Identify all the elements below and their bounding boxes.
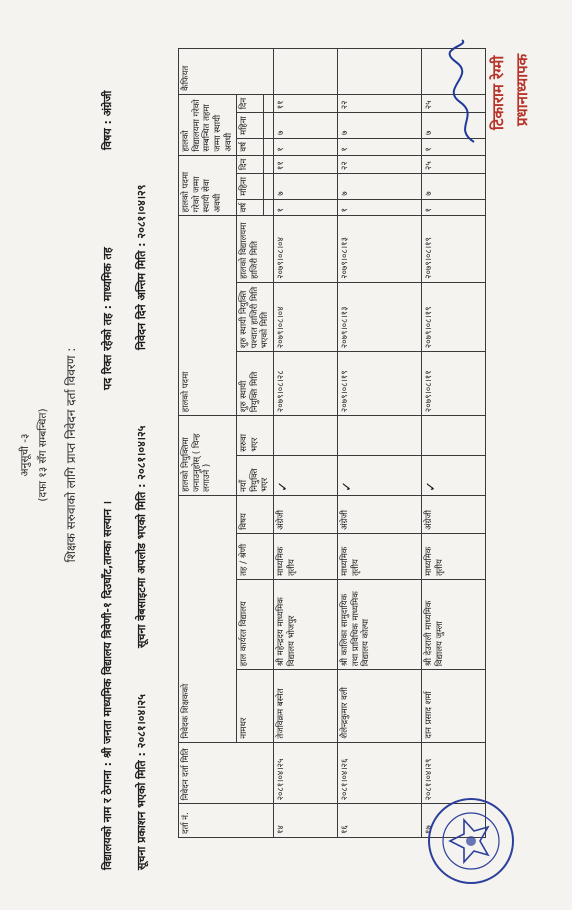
cell-school-day: २२ [338,94,422,112]
col-header-day: दिन [237,155,264,173]
cell-first-transfer: २०७९।०८।१९ [422,282,486,351]
cell-service-month: ७ [274,174,338,200]
cell-service-year: १ [338,199,422,216]
col-header-subject: विषय [237,495,274,533]
subject-line: विषय : अंग्रेजी [101,90,114,150]
cell-service-month: ७ [422,174,486,200]
cell-new-check: ✓ [338,455,422,495]
col-header-service: हालको पदमा गरेको जम्मा स्थायी सेवा अवधी [179,155,237,216]
col-header-month: महिना [237,113,264,139]
cell-school-year: १ [274,138,338,155]
cell-sn: १४ [274,804,338,838]
school-stamp [426,796,516,886]
cell-transfer [422,416,486,456]
cell-current-school: २०७९।०८।०४ [274,216,338,282]
cell-date: २०८१।०४।२६ [338,742,422,804]
doc-title: शिक्षक सरुवाको लागि प्राप्त निवेदन दर्ता विवरण : [64,347,78,563]
cell-sn: १७ [422,804,486,838]
school-line: विद्यालयको नाम र ठेगाना : श्री जनता माध्यमिक विद्यालय त्रिवेणी-१ दिउघाँट,ताम्का सल्यान । [101,501,114,870]
signature-scribble [446,36,486,146]
cell-new-check: ✓ [422,455,486,495]
cell-current-school: २०७९।०८।१९ [422,216,486,282]
cell-level: माध्यमिक तृतीय [422,533,486,579]
col-header-applicant: निवेदक शिक्षकको [179,495,237,742]
col-header-school: हाल कार्यरत विद्यालय [237,579,274,669]
cell-service-day: २२ [338,155,422,173]
signatory-name: टिकाराम रेग्मी [489,55,507,130]
cell-school: श्री देउराली माध्यमिक विद्यालय जुम्ला [422,579,486,669]
cell-transfer [274,416,338,456]
col-header-current-school: हालको विद्यालयमा हाजिरी मिति [237,216,274,282]
level-line: पद रिक्त रहेको तह : माध्यमिक तह [101,247,114,390]
cell-service-month: ७ [338,174,422,200]
cell-name: शैलेन्द्रकुमार वली [338,670,422,742]
cell-school-day: ११ [274,94,338,112]
cell-school: श्री महेन्द्रदय माध्यमिक विद्यालय भोजपुर [274,579,338,669]
cell-school-month: ७ [422,113,486,139]
cell-school-month: ७ [274,113,338,139]
cell-level: माध्यमिक तृतीय [274,533,338,579]
website-upload-line: सूचना वेबसाइटमा अपलोड भएको मिति : २०८१।०४।२५ [135,425,148,648]
col-header-remarks: कैफियत [179,49,274,95]
cell-first-perm: २०७९।०८।१९ [338,352,422,416]
signatory-role: प्रधानाध्यापक [513,53,531,126]
cell-transfer [338,416,422,456]
cell-subject: अंग्रेजी [422,495,486,533]
cell-name: तेजविक्रम बस्नेत [274,670,338,742]
table-row [274,49,338,838]
cell-remarks [338,49,422,95]
application-table [178,48,486,838]
col-header-month: महिना [237,174,264,200]
cell-service-day: २५ [422,155,486,173]
col-header-current-post: हालको पदमा [179,216,237,416]
cell-school-year: १ [422,138,486,155]
cell-first-perm: २०७९।०८।११ [422,352,486,416]
col-header-date: निवेदन दर्ता मिति [179,742,274,804]
table-row [338,49,422,838]
col-header-first-perm: शुरु स्थायी नियुक्ति मिति [237,352,274,416]
cell-subject: अंग्रेजी [338,495,422,533]
cell-date: २०८१।०४।२५ [274,742,338,804]
cell-school-day: २५ [422,94,486,112]
cell-level: माध्यमिक तृतीय [338,533,422,579]
clause-label: (दफा १३ सँग सम्बन्धित) [37,408,49,502]
cell-date: २०८१।०४।२९ [422,742,486,804]
col-header-school-service: हालको विद्यालयमा गरेको सम्बन्धित तहमा जम्मा स्थायी अवधी [179,94,237,155]
cell-service-year: १ [422,199,486,216]
col-header-new: नयाँ नियुक्ति भएर [237,455,274,495]
col-header-level: तह / श्रेणी [237,533,274,579]
col-header-sn: दर्ता नं. [179,804,274,838]
cell-service-year: १ [274,199,338,216]
col-header-name: नामथर [237,670,274,742]
col-header-transfer: सरुवा भएर [237,416,274,456]
deadline-line: निवेदन दिने अन्तिम मिति : २०८१।०४।२९ [135,184,148,350]
cell-current-school: २०७९।०८।१३ [338,216,422,282]
cell-first-transfer: २०७९।०८।०४ [274,282,338,351]
col-header-year: वर्ष [237,138,264,155]
table-row [422,49,486,838]
notice-published-line: सूचना प्रकाशन भएको मिति : २०८१।०४।२५ [135,694,148,870]
cell-subject: अंग्रेजी [274,495,338,533]
cell-school: श्री कालिका सामुदायिक तथा प्राविधिक माध्यमिक विद्यालय कोल्पा [338,579,422,669]
col-header-day: दिन [237,94,264,112]
annex-label: अनुसूची -३ [19,433,31,477]
col-header-first-transfer: शुरु स्थायी नियुक्ति पश्चात हाजिरी मिति भएको मिति [237,282,274,351]
cell-name: दान प्रसाद शर्मा [422,670,486,742]
cell-school-year: १ [338,138,422,155]
col-header-year: वर्ष [237,199,264,216]
cell-new-check: ✓ [274,455,338,495]
cell-school-month: ७ [338,113,422,139]
cell-remarks [274,49,338,95]
cell-first-perm: २०७९।०८।२८ [274,352,338,416]
cell-first-transfer: २०७९।०८।१३ [338,282,422,351]
cell-service-day: ११ [274,155,338,173]
col-header-appointment-type: हालको नियुक्तिमा जनाउनुहोस् ( चिन्ह लगाउने ) [179,416,237,496]
cell-sn: १६ [338,804,422,838]
